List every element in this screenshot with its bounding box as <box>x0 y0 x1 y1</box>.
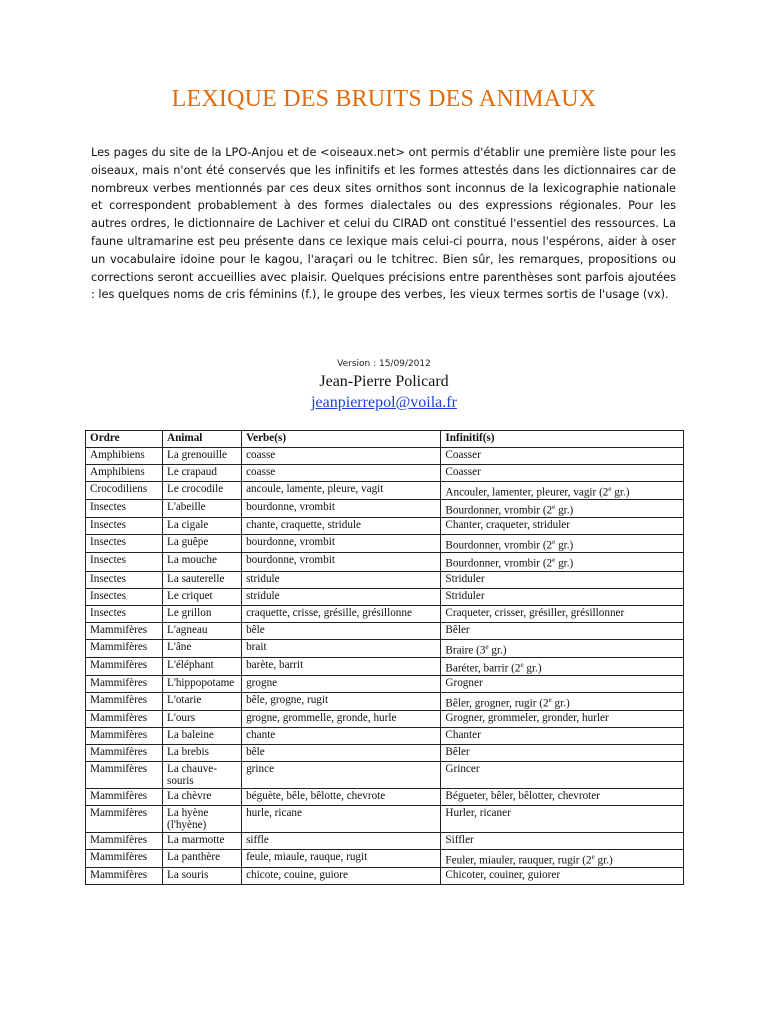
intro-paragraph: Les pages du site de la LPO-Anjou et de <oiseaux.net> ont permis d'établir une première liste pour les oiseaux, mais n'ont été conservés que les infinitifs et les formes attestés dans les dictionnaires car de nombreux verbes mentionnés par ces deux sites ornithos sont inconnus de la lexicographie nationale et correspondent probablement à des formes dialectales ou des expressions régionales. Pour les autres ordres, le dictionnaire de Lachiver et celui du CIRAD ont constitué l'essentiel des ressources. La faune ultramarine est peu présente dans ce lexique mais celui-ci pourra, nous l'espérons, aider à oser un vocabulaire idoine pour le kagou, l'araçari ou le tchitrec. Bien sûr, les remarques, propositions ou corrections seront accueillies avec plaisir. Quelques précisions entre parenthèses sont parfois ajoutées : les quelques noms de cris féminins (f.), le groupe des verbes, les vieux termes sortis de l'usage (vx). <box>91 146 676 302</box>
table-row <box>86 639 684 657</box>
cell-verbes: bêle <box>242 744 441 761</box>
cell-verbes: stridule <box>242 588 441 605</box>
cell-verbes: craquette, crisse, grésille, grésillonne <box>242 605 441 622</box>
cell-verbes: grogne <box>242 675 441 692</box>
cell-infinitifs: Bêler <box>441 622 684 639</box>
cell-verbes: hurle, ricane <box>242 805 441 832</box>
cell-ordre: Insectes <box>86 500 163 518</box>
table-row <box>86 692 684 710</box>
ordinal-suffix: e <box>591 852 595 861</box>
cell-animal: La grenouille <box>162 448 241 465</box>
cell-infinitifs: Grincer <box>441 761 684 788</box>
cell-verbes: grince <box>242 761 441 788</box>
cell-infinitifs: Coasser <box>441 448 684 465</box>
column-header-animal: Animal <box>162 431 241 448</box>
cell-ordre: Insectes <box>86 571 163 588</box>
cell-infinitifs: Craqueter, crisser, grésiller, grésillonner <box>441 605 684 622</box>
table-row <box>86 675 684 692</box>
cell-verbes: grogne, grommelle, gronde, hurle <box>242 710 441 727</box>
cell-verbes: bêle <box>242 622 441 639</box>
cell-animal: La mouche <box>162 553 241 571</box>
cell-infinitifs: Chanter, craqueter, striduler <box>441 518 684 535</box>
cell-animal: L'ours <box>162 710 241 727</box>
cell-ordre: Mammifères <box>86 761 163 788</box>
ordinal-suffix: e <box>552 538 556 547</box>
cell-infinitifs: Chanter <box>441 727 684 744</box>
column-header-verbes: Verbe(s) <box>242 431 441 448</box>
cell-verbes: brait <box>242 639 441 657</box>
cell-ordre: Mammifères <box>86 788 163 805</box>
cell-verbes: chante <box>242 727 441 744</box>
cell-verbes: bourdonne, vrombit <box>242 500 441 518</box>
cell-animal: L'âne <box>162 639 241 657</box>
cell-animal: Le criquet <box>162 588 241 605</box>
ordinal-suffix: e <box>608 485 612 493</box>
cell-animal: L'éléphant <box>162 657 241 675</box>
table-row <box>86 657 684 675</box>
cell-animal: Le crocodile <box>162 482 241 500</box>
cell-verbes: béguète, bêle, bêlotte, chevrote <box>242 788 441 805</box>
cell-infinitifs: Bourdonner, vrombir (2e gr.) <box>441 500 684 518</box>
cell-verbes: bourdonne, vrombit <box>242 553 441 571</box>
cell-verbes: chante, craquette, stridule <box>242 518 441 535</box>
cell-animal: La cigale <box>162 518 241 535</box>
cell-verbes: bêle, grogne, rugit <box>242 692 441 710</box>
cell-animal: La chèvre <box>162 788 241 805</box>
table-row <box>86 465 684 482</box>
author-email <box>0 394 768 412</box>
cell-infinitifs: Striduler <box>441 588 684 605</box>
cell-infinitifs: Baréter, barrir (2e gr.) <box>441 657 684 675</box>
cell-verbes: siffle <box>242 832 441 849</box>
cell-animal: Le grillon <box>162 605 241 622</box>
cell-ordre: Insectes <box>86 605 163 622</box>
column-header-ordre: Ordre <box>86 431 163 448</box>
table-row <box>86 727 684 744</box>
cell-ordre: Insectes <box>86 588 163 605</box>
cell-infinitifs: Bêler, grogner, rugir (2e gr.) <box>441 692 684 710</box>
cell-infinitifs: Siffler <box>441 832 684 849</box>
table-row <box>86 788 684 805</box>
ordinal-suffix: e <box>485 642 489 651</box>
lexicon-table <box>85 430 684 885</box>
table-row <box>86 553 684 571</box>
table-body <box>86 448 684 885</box>
cell-ordre: Mammifères <box>86 849 163 867</box>
cell-infinitifs: Ancouler, lamenter, pleurer, vagir (2e gr.) <box>441 482 684 500</box>
cell-ordre: Amphibiens <box>86 448 163 465</box>
cell-ordre: Crocodiliens <box>86 482 163 500</box>
table-row <box>86 482 684 500</box>
cell-ordre: Insectes <box>86 535 163 553</box>
table-row <box>86 588 684 605</box>
cell-ordre: Mammifères <box>86 832 163 849</box>
cell-animal: La chauve-souris <box>162 761 241 788</box>
ordinal-suffix: e <box>552 503 556 512</box>
cell-animal: L'hippopotame <box>162 675 241 692</box>
cell-ordre: Mammifères <box>86 805 163 832</box>
cell-animal: La souris <box>162 867 241 884</box>
cell-infinitifs: Bourdonner, vrombir (2e gr.) <box>441 535 684 553</box>
cell-verbes: feule, miaule, rauque, rugit <box>242 849 441 867</box>
cell-animal: La marmotte <box>162 832 241 849</box>
table-row <box>86 805 684 832</box>
ordinal-suffix: e <box>552 556 556 565</box>
cell-animal: L'otarie <box>162 692 241 710</box>
cell-infinitifs: Bourdonner, vrombir (2e gr.) <box>441 553 684 571</box>
cell-ordre: Mammifères <box>86 675 163 692</box>
cell-animal: La hyène (l'hyène) <box>162 805 241 832</box>
table-row <box>86 448 684 465</box>
ordinal-suffix: e <box>548 695 552 704</box>
cell-infinitifs: Grogner, grommeler, gronder, hurler <box>441 710 684 727</box>
cell-ordre: Mammifères <box>86 744 163 761</box>
table-row <box>86 535 684 553</box>
table-row <box>86 500 684 518</box>
cell-ordre: Mammifères <box>86 710 163 727</box>
cell-verbes: ancoule, lamente, pleure, vagit <box>242 482 441 500</box>
cell-infinitifs: Hurler, ricaner <box>441 805 684 832</box>
table-row <box>86 622 684 639</box>
table-row <box>86 571 684 588</box>
cell-animal: La guêpe <box>162 535 241 553</box>
table-row <box>86 710 684 727</box>
cell-ordre: Mammifères <box>86 657 163 675</box>
cell-verbes: chicote, couine, guiore <box>242 867 441 884</box>
cell-animal: La panthère <box>162 849 241 867</box>
table-row <box>86 832 684 849</box>
cell-verbes: coasse <box>242 465 441 482</box>
cell-ordre: Mammifères <box>86 692 163 710</box>
table-header-row <box>86 431 684 448</box>
table-row <box>86 761 684 788</box>
cell-infinitifs: Braire (3e gr.) <box>441 639 684 657</box>
cell-infinitifs: Chicoter, couiner, guiorer <box>441 867 684 884</box>
cell-ordre: Insectes <box>86 518 163 535</box>
cell-verbes: stridule <box>242 571 441 588</box>
table-row <box>86 849 684 867</box>
cell-verbes: bourdonne, vrombit <box>242 535 441 553</box>
cell-ordre: Mammifères <box>86 727 163 744</box>
cell-ordre: Mammifères <box>86 867 163 884</box>
cell-verbes: coasse <box>242 448 441 465</box>
author-name: Jean-Pierre Policard <box>319 373 449 390</box>
cell-animal: La baleine <box>162 727 241 744</box>
cell-animal: La brebis <box>162 744 241 761</box>
cell-ordre: Amphibiens <box>86 465 163 482</box>
cell-animal: La sauterelle <box>162 571 241 588</box>
cell-infinitifs: Coasser <box>441 465 684 482</box>
cell-ordre: Mammifères <box>86 622 163 639</box>
table-row <box>86 518 684 535</box>
cell-animal: L'agneau <box>162 622 241 639</box>
ordinal-suffix: e <box>520 660 524 669</box>
cell-ordre: Insectes <box>86 553 163 571</box>
cell-infinitifs: Bêler <box>441 744 684 761</box>
cell-animal: L'abeille <box>162 500 241 518</box>
cell-infinitifs: Grogner <box>441 675 684 692</box>
cell-infinitifs: Striduler <box>441 571 684 588</box>
cell-infinitifs: Bégueter, bêler, bêlotter, chevroter <box>441 788 684 805</box>
email-link[interactable]: jeanpierrepol@voila.fr <box>311 394 457 411</box>
table-row <box>86 867 684 884</box>
table-row <box>86 605 684 622</box>
column-header-infinitifs: Infinitif(s) <box>441 431 684 448</box>
cell-ordre: Mammifères <box>86 639 163 657</box>
cell-verbes: barète, barrit <box>242 657 441 675</box>
table-row <box>86 744 684 761</box>
cell-animal: Le crapaud <box>162 465 241 482</box>
page-title: LEXIQUE DES BRUITS DES ANIMAUX <box>171 86 597 112</box>
version-label: Version : 15/09/2012 <box>337 359 431 369</box>
cell-infinitifs: Feuler, miauler, rauquer, rugir (2e gr.) <box>441 849 684 867</box>
